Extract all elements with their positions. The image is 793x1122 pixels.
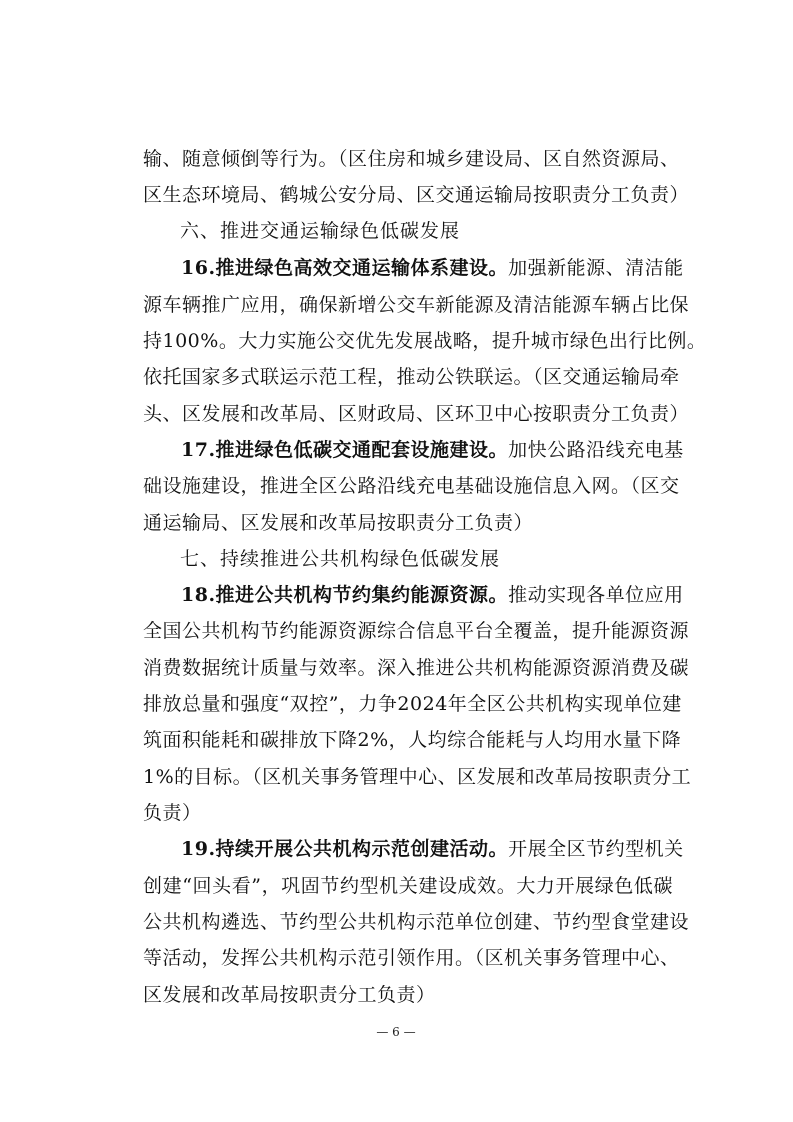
paragraph-17-title: 17.推进绿色低碳交通配套设施建设。 (181, 439, 509, 461)
body-line: 通运输局、区发展和改革局按职责分工负责） (143, 512, 534, 534)
body-line: 持100%。大力实施公交优先发展战略，提升城市绿色出行比例。 (143, 330, 707, 352)
paragraph-18-first-line (181, 584, 684, 606)
body-line: 输、随意倾倒等行为。（区住房和城乡建设局、区自然资源局、 (143, 148, 680, 170)
paragraph-17-first-line (181, 439, 684, 461)
body-line: 等活动，发挥公共机构示范引领作用。（区机关事务管理中心、 (143, 947, 680, 969)
body-line: 公共机构遴选、节约型公共机构示范单位创建、节约型食堂建设 (143, 911, 690, 933)
body-line: 负责） (143, 802, 202, 824)
paragraph-19-title: 19.持续开展公共机构示范创建活动。 (181, 838, 509, 860)
section-heading-6: 六、推进交通运输绿色低碳发展 (180, 220, 461, 242)
body-line: 排放总量和强度“双控”，力争2024年全区公共机构实现单位建 (143, 693, 682, 715)
body-line: 全国公共机构节约能源资源综合信息平台全覆盖，提升能源资源 (143, 620, 690, 642)
body-line: 区发展和改革局按职责分工负责） (143, 984, 436, 1006)
paragraph-17-text: 加快公路沿线充电基 (508, 439, 684, 461)
paragraph-16-title: 16.推进绿色高效交通运输体系建设。 (181, 257, 509, 279)
paragraph-19-first-line (181, 838, 684, 860)
body-line: 区生态环境局、鹤城公安分局、区交通运输局按职责分工负责） (143, 184, 690, 206)
paragraph-19-text: 开展全区节约型机关 (508, 838, 684, 860)
body-line: 源车辆推广应用，确保新增公交车新能源及清洁能源车辆占比保 (143, 294, 690, 316)
body-line: 消费数据统计质量与效率。深入推进公共机构能源资源消费及碳 (143, 657, 690, 679)
paragraph-18-text: 推动实现各单位应用 (508, 584, 684, 606)
body-line: 创建“回头看”，巩固节约型机关建设成效。大力开展绿色低碳 (143, 875, 673, 897)
body-line: 础设施建设，推进全区公路沿线充电基础设施信息入网。（区交 (143, 475, 680, 497)
paragraph-18-title: 18.推进公共机构节约集约能源资源。 (181, 584, 509, 606)
body-line: 头、区发展和改革局、区财政局、区环卫中心按职责分工负责） (143, 403, 690, 425)
paragraph-16-text: 加强新能源、清洁能 (508, 257, 684, 279)
paragraph-16-first-line (181, 257, 684, 279)
body-line: 依托国家多式联运示范工程，推动公铁联运。（区交通运输局牵 (143, 366, 680, 388)
body-line: 筑面积能耗和碳排放下降2%，人均综合能耗与人均用水量下降 (143, 729, 682, 751)
page-number: — 6 — (376, 1025, 416, 1039)
section-heading-7: 七、持续推进公共机构绿色低碳发展 (180, 548, 501, 570)
body-line: 1%的目标。（区机关事务管理中心、区发展和改革局按职责分工 (143, 766, 692, 788)
